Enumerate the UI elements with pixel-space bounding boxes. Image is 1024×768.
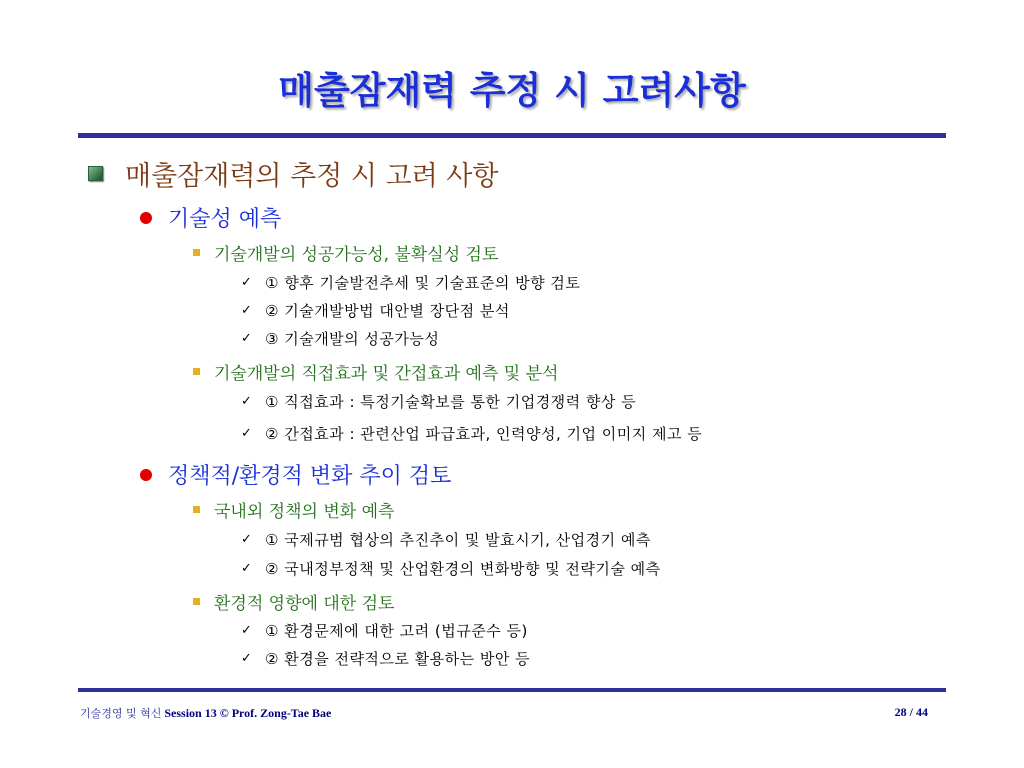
yellow-square-icon: [193, 506, 200, 513]
list-item-text: ① 직접효과 : 특정기술확보를 통한 기업경쟁력 향상 등: [265, 393, 637, 411]
list-item-text: ① 환경문제에 대한 고려 (법규준수 등): [265, 622, 528, 640]
yellow-square-icon: [193, 368, 200, 375]
list-item: [241, 620, 528, 641]
checkmark-icon: ✓: [241, 331, 252, 346]
checkmark-icon: ✓: [241, 426, 252, 441]
green-square-bullet-icon: [88, 166, 103, 181]
footer-divider: [78, 688, 946, 692]
section-1: [140, 202, 281, 233]
subsection-label: 환경적 영향에 대한 검토: [214, 594, 395, 614]
session-label: Session 13: [164, 706, 217, 720]
checkmark-icon: ✓: [241, 623, 252, 638]
subsection-1-1: [193, 240, 498, 265]
list-item: [241, 529, 651, 550]
subsection-label: 기술개발의 성공가능성, 불확실성 검토: [214, 245, 499, 265]
list-item: [241, 328, 439, 349]
list-item-text: ① 국제규범 협상의 추진추이 및 발효시기, 산업경기 예측: [265, 531, 651, 549]
list-item: [241, 423, 702, 444]
list-item-text: ② 국내정부정책 및 산업환경의 변화방향 및 전략기술 예측: [265, 560, 661, 578]
checkmark-icon: ✓: [241, 651, 252, 666]
red-dot-icon: [140, 212, 152, 224]
checkmark-icon: ✓: [241, 532, 252, 547]
subsection-2-1: [193, 497, 394, 522]
list-item-text: ② 환경을 전략적으로 활용하는 방안 등: [265, 650, 531, 668]
list-item: [241, 300, 510, 321]
checkmark-icon: ✓: [241, 561, 252, 576]
list-item-text: ② 기술개발방법 대안별 장단점 분석: [265, 302, 510, 320]
author-credit: © Prof. Zong-Tae Bae: [219, 706, 332, 720]
list-item-text: ② 간접효과 : 관련산업 파급효과, 인력양성, 기업 이미지 제고 등: [265, 425, 703, 443]
section-2: [140, 459, 451, 490]
list-item-text: ③ 기술개발의 성공가능성: [265, 330, 440, 348]
subsection-1-2: [193, 359, 558, 384]
course-name: 기술경영 및 혁신: [80, 707, 162, 720]
section-2-label: 정책적/환경적 변화 추이 검토: [168, 464, 452, 489]
checkmark-icon: ✓: [241, 394, 252, 409]
subsection-2-2: [193, 589, 394, 614]
list-item: [241, 648, 530, 669]
list-item: [241, 391, 636, 412]
list-item: [241, 272, 580, 293]
checkmark-icon: ✓: [241, 303, 252, 318]
slide-title: 매출잠재력 추정 시 고려사항: [278, 69, 746, 112]
section-1-label: 기술성 예측: [168, 207, 282, 232]
main-heading-text: 매출잠재력의 추정 시 고려 사항: [125, 161, 499, 192]
subsection-label: 기술개발의 직접효과 및 간접효과 예측 및 분석: [214, 364, 559, 384]
yellow-square-icon: [193, 249, 200, 256]
page-number: 28 / 44: [894, 705, 928, 719]
yellow-square-icon: [193, 598, 200, 605]
list-item-text: ① 향후 기술발전추세 및 기술표준의 방향 검토: [265, 274, 581, 292]
footer-credits: [80, 705, 331, 721]
title-divider: [78, 133, 946, 138]
main-heading: [88, 154, 498, 193]
subsection-label: 국내외 정책의 변화 예측: [214, 502, 395, 522]
list-item: [241, 558, 661, 579]
checkmark-icon: ✓: [241, 275, 252, 290]
red-dot-icon: [140, 469, 152, 481]
